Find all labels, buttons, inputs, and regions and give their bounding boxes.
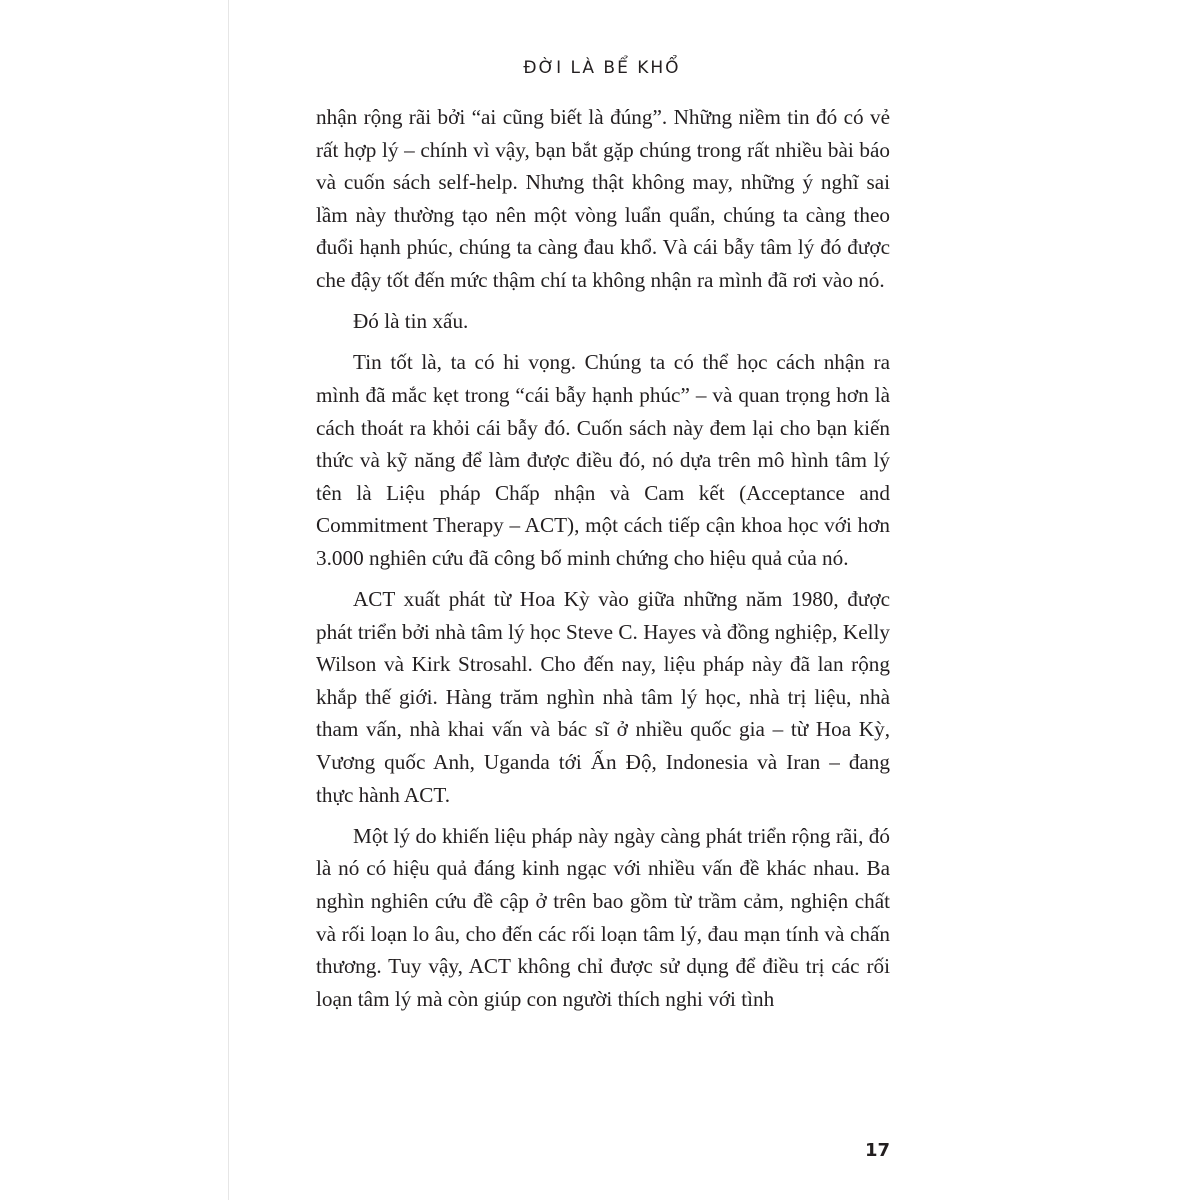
body-text (316, 101, 890, 1024)
running-title: ĐỜI LÀ BỂ KHỔ (523, 58, 681, 78)
paragraph-act-effectiveness: Một lý do khiến liệu pháp này ngày càng phát triển rộng rãi, đó là nó có hiệu quả đáng kinh ngạc với nhiều vấn đề khác nhau. Ba nghìn nghiên cứu đề cập ở trên bao gồm từ trầm cảm, nghiện chất và rối loạn lo âu, cho đến các rối loạn tâm lý, đau mạn tính và chấn thương. Tuy vậy, ACT không chỉ được sử dụng để điều trị các rối loạn tâm lý mà còn giúp con người thích nghi với tình (316, 823, 890, 1011)
paragraph-continuation: nhận rộng rãi bởi “ai cũng biết là đúng”. Những niềm tin đó có vẻ rất hợp lý – chính vì vậy, bạn bắt gặp chúng trong rất nhiều bài báo và cuốn sách self-help. Nhưng thật không may, những ý nghĩ sai lầm này thường tạo nên một vòng luẩn quẩn, chúng ta càng theo đuổi hạnh phúc, chúng ta càng đau khổ. Và cái bẫy tâm lý đó được che đậy tốt đến mức thậm chí ta không nhận ra mình đã rơi vào nó. (316, 105, 890, 292)
paragraph-act-origin: ACT xuất phát từ Hoa Kỳ vào giữa những năm 1980, được phát triển bởi nhà tâm lý học Steve C. Hayes và đồng nghiệp, Kelly Wilson và Kirk Strosahl. Cho đến nay, liệu pháp này đã lan rộng khắp thế giới. Hàng trăm nghìn nhà tâm lý học, nhà trị liệu, nhà tham vấn, nhà khai vấn và bác sĩ ở nhiều quốc gia – từ Hoa Kỳ, Vương quốc Anh, Uganda tới Ấn Độ, Indonesia và Iran – đang thực hành ACT. (316, 587, 890, 807)
page-gutter-edge (228, 0, 229, 1200)
page-number: 17 (864, 1140, 890, 1161)
paragraph-good-news: Tin tốt là, ta có hi vọng. Chúng ta có thể học cách nhận ra mình đã mắc kẹt trong “cái bẫy hạnh phúc” – và quan trọng hơn là cách thoát ra khỏi cái bẫy đó. Cuốn sách này đem lại cho bạn kiến thức và kỹ năng để làm được điều đó, nó dựa trên mô hình tâm lý tên là Liệu pháp Chấp nhận và Cam kết (Acceptance and Commitment Therapy – ACT), một cách tiếp cận khoa học với hơn 3.000 nghiên cứu đã công bố minh chứng cho hiệu quả của nó. (316, 350, 890, 570)
paragraph-bad-news: Đó là tin xấu. (353, 309, 469, 334)
